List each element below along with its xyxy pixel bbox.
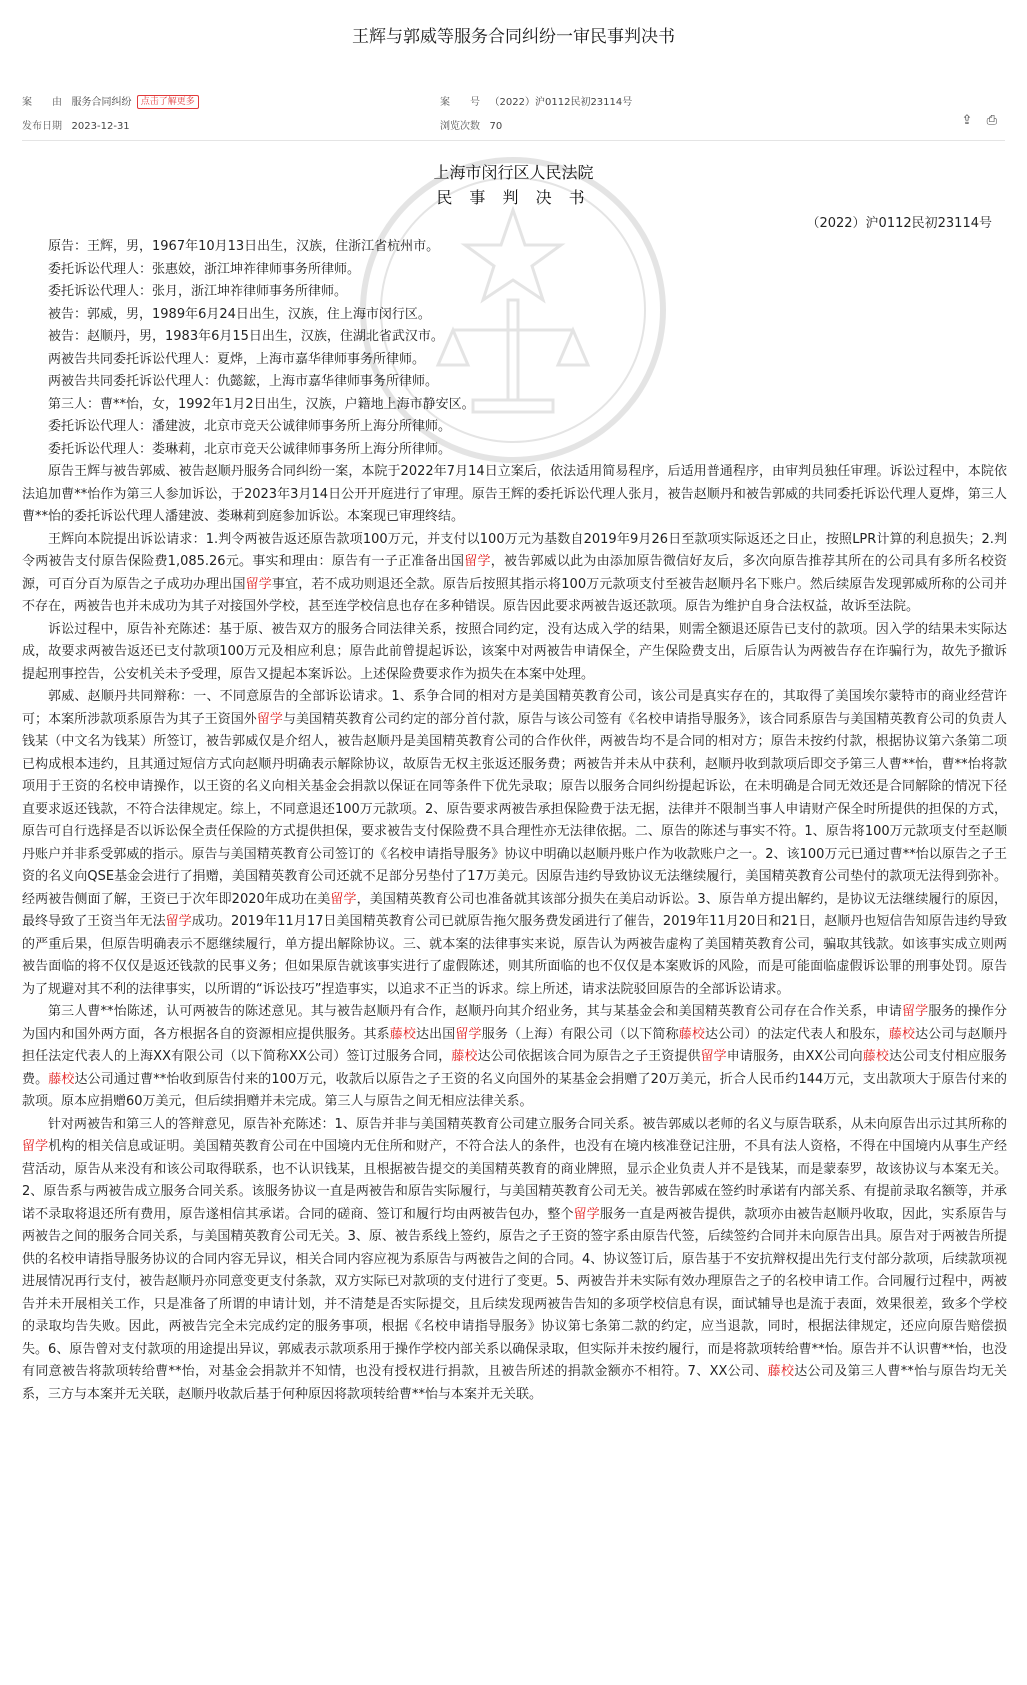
cause-value: 服务合同纠纷 bbox=[71, 97, 132, 108]
paragraph-text: 达出国 bbox=[416, 1026, 456, 1042]
paragraph-text: 服务的操作分为国内和国外两方面，各方根据各自的资源相应提供服务。其系 bbox=[22, 1004, 1007, 1042]
keyword-link[interactable]: 留学 bbox=[573, 1206, 600, 1222]
paragraph-text: 机构的相关信息或证明。美国精英教育公司在中国境内无住所和财产，不符合法人的条件，也没有在境内核准登记注册，不具有法人资格，不得在中国境内从事生产经营活动，原告从来没有和该公司取得联系，也不认识钱某，且根据被告提交的美国精英教育的商业牌照，显示企业负责人并不是钱某，而是蒙泰罗，故该协议与本案无关。2、原告系与两被告成立服务合同关系。该服务协议一直是两被告和原告实际履行，与美国精英教育公司无关。被告郭威在签约时承诺有内部关系、有提前录取名额等，并承诺不录取将退还所有费用，原告遂相信其承诺。合同的磋商、签订和履行均由两被告包办，整个 bbox=[22, 1139, 1007, 1222]
paragraph-text: 达公司与赵顺丹担任法定代表人的上海XX有限公司（以下简称XX公司）签订过服务合同， bbox=[22, 1026, 1007, 1064]
party-line: 委托诉讼代理人：潘建波，北京市竞天公诚律师事务所上海分所律师。 bbox=[48, 419, 452, 434]
paragraph-text: 原告王辉与被告郭威、被告赵顺丹服务合同纠纷一案，本院于2022年7月14日立案后，依法适用简易程序，后适用普通程序，由审判员独任审理。诉讼过程中，本院依法追加曹**怡作为第三人参加诉讼，于2023年3月14日公开开庭进行了审理。原告王辉的委托诉讼代理人张月，被告赵顺丹和被告郭威的共同委托诉讼代理人夏烨，第三人曹**怡的委托诉讼代理人潘建波、娄琳莉到庭参加诉讼。本案现已审理终结。 bbox=[22, 464, 1007, 524]
keyword-link[interactable]: 藤校 bbox=[862, 1049, 890, 1064]
keyword-link[interactable]: 留学 bbox=[464, 554, 491, 569]
body-paragraph bbox=[22, 1001, 1007, 1114]
court-name: 上海市闵行区人民法院 bbox=[433, 163, 594, 182]
paragraph-text: 诉讼过程中，原告补充陈述：基于原、被告双方的服务合同法律关系，按照合同约定，没有达成入学的结果，则需全额退还原告已支付的款项。因入学的结果未实际达成，故要求两被告返还已支付款项100万元及相应利息；原告此前曾提起诉讼，该案中对两被告申请保全，产生保险费支出，后原告认为两被告存在诈骗行为，故先予撤诉提起刑事控告，公安机关未予受理，原告又提起本案诉讼。上述保险费要求作为损失在本案中处理。 bbox=[22, 621, 1007, 682]
party-line: 委托诉讼代理人：娄琳莉，北京市竞天公诚律师事务所上海分所律师。 bbox=[48, 441, 452, 457]
case-no-value: （2022）沪0112民初23114号 bbox=[489, 97, 633, 108]
learn-more-button[interactable]: 点击了解更多 bbox=[137, 95, 199, 109]
body-paragraph bbox=[22, 619, 1007, 687]
keyword-link[interactable]: 留学 bbox=[245, 576, 272, 592]
keyword-link[interactable]: 留学 bbox=[165, 914, 192, 929]
body-paragraph bbox=[22, 461, 1007, 529]
keyword-link[interactable]: 留学 bbox=[256, 711, 283, 727]
paragraph-text: 申请服务，由XX公司向 bbox=[726, 1049, 863, 1064]
page-title: 王辉与郭威等服务合同纠纷一审民事判决书 bbox=[352, 27, 675, 47]
paragraph-text: 服务（上海）有限公司（以下简称 bbox=[481, 1026, 679, 1042]
body-paragraph bbox=[22, 1114, 1007, 1407]
keyword-link[interactable]: 藤校 bbox=[767, 1364, 795, 1379]
paragraph-text: 达公司依据该合同为原告之子王资提供 bbox=[477, 1049, 701, 1064]
paragraph-text: 达公司支付相应服务费。 bbox=[22, 1049, 1007, 1087]
paragraph-text: 王辉向本院提出诉讼请求：1.判令两被告返还原告款项100万元，并支付以100万元为基数自2019年9月26日至款项实际返还之日止，按照LPR计算的利息损失；2.判令两被告支付原告保险费1,085.26元。事实和理由：原告有一子正准备出国 bbox=[22, 531, 1007, 569]
print-icon[interactable]: ⎙ bbox=[986, 113, 997, 128]
paragraph-text: 服务一直是两被告提供，款项亦由被告赵顺丹收取，因此，实系原告与两被告之间的服务合同关系，与美国精英教育公司无关。3、原、被告系线上签约，原告之子王资的签字系由原告代签，后续签约合同并未向原告出具。原告对于两被告所提供的名校申请指导服务协议的合同内容无异议，相关合同内容应视为系原告与两被告之间的合同。4、协议签订后，原告基于不安抗辩权提出先行支付部分款项，后续款项视进展情况再行支付，被告赵顺丹亦同意变更支付条款，双方实际已对款项的支付进行了变更。5、两被告并未实际有效办理原告之子的名校申请工作。合同履行过程中，两被告并未开展相关工作，只是准备了所谓的申请计划，并不清楚是否实际提交，且后续发现两被告告知的多项学校信息有误，面试辅导也是流于表面，效果很差，致多个学校的录取均告失败。因此，两被告完全未完成约定的服务事项，根据《名校申请指导服务》协议第七条第二款的约定，应当退款，同时，根据法律规定，还应向原告赔偿损失。6、原告曾对支付款项的用途提出异议，郭威表示款项系用于操作学校内部关系以确保录取，但实际并未按约履行，而是将款项转给曹**怡。原告并不认识曹**怡，也没有同意被告将款项转给曹**怡，对基金会捐款并不知情，也没有授权进行捐款，且被告所述的捐款金额亦不相符。7、XX公司、 bbox=[22, 1206, 1007, 1379]
keyword-link[interactable]: 留学 bbox=[700, 1049, 727, 1064]
judgment-body bbox=[22, 236, 1007, 1406]
keyword-link[interactable]: 藤校 bbox=[389, 1026, 417, 1042]
keyword-link[interactable]: 留学 bbox=[455, 1026, 482, 1042]
tool-icons bbox=[952, 113, 997, 128]
keyword-link[interactable]: 留学 bbox=[902, 1004, 929, 1019]
paragraph-text: ，美国精英教育公司也准备就其该部分损失在美启动诉讼。3、原告单方提出解约，是协议无法继续履行的原因，最终导致了王资当年无法 bbox=[22, 891, 1007, 929]
paragraph-text: ，被告郭威以此为由添加原告微信好友后，多次向原告推荐其所在的公司具有多所名校资源，可百分百为原告之子成功办理出国 bbox=[22, 554, 1007, 592]
paragraph-text: 郭威、赵顺丹共同辩称：一、不同意原告的全部诉讼请求。1、系争合同的相对方是美国精英教育公司，该公司是真实存在的，其取得了美国埃尔蒙特市的商业经营许可；本案所涉款项系原告为其子王资国外 bbox=[22, 689, 1007, 727]
keyword-link[interactable]: 留学 bbox=[330, 891, 357, 907]
paragraph-text: 事宜，若不成功则退还全款。原告后按照其指示将100万元款项支付至被告赵顺丹名下账户。然后续原告发现郭威所称的公司并不存在，两被告也并未成功为其子对接国外学校，甚至连学校信息也存在多种错误。原告因此要求两被告返还款项。原告为维护自身合法权益，故诉至法院。 bbox=[22, 576, 1007, 614]
party-line: 被告：赵顺丹，男，1983年6月15日出生，汉族，住湖北省武汉市。 bbox=[48, 329, 444, 344]
paragraph-text: 第三人曹**怡陈述，认可两被告的陈述意见。其与被告赵顺丹有合作，赵顺丹向其介绍业务，其与某基金会和美国精英教育公司存在合作关系，申请 bbox=[48, 1004, 902, 1019]
header-divider bbox=[22, 140, 1005, 141]
party-line: 第三人：曹**怡，女，1992年1月2日出生，汉族，户籍地上海市静安区。 bbox=[48, 396, 475, 412]
paragraph-text: 达公司及第三人曹**怡与原告均无关系，三方与本案并无关联，赵顺丹收款后基于何种原因将款项转给曹**怡与本案并无关联。 bbox=[22, 1364, 1007, 1402]
party-line: 委托诉讼代理人：张惠姣，浙江坤祚律师事务所律师。 bbox=[48, 261, 361, 277]
party-line: 两被告共同委托诉讼代理人：仇懿鋐，上海市嘉华律师事务所律师。 bbox=[48, 374, 439, 389]
keyword-link[interactable]: 藤校 bbox=[678, 1026, 705, 1042]
publish-date-label: 发布日期 bbox=[22, 121, 62, 132]
paragraph-text: 成功。2019年11月17日美国精英教育公司已就原告拖欠服务费发函进行了催告，2019年11月20日和21日，赵顺丹也短信告知原告违约导致的严重后果，但原告明确表示不愿继续履行，单方提出解除协议。三、就本案的法律事实来说，原告认为两被告虚构了美国精英教育公司，骗取其钱款。如该事实成立则两被告面临的将不仅仅是返还钱款的民事义务；但如果原告就该事实进行了虚假陈述，则其所面临的也不仅仅是本案败诉的风险，而是可能面临虚假诉讼罪的刑事处罚。原告为了规避对其不利的法律事实，以所谓的“诉讼技巧”捏造事实，以追求不正当的诉求。综上所述，请求法院驳回原告的全部诉讼请求。 bbox=[22, 914, 1007, 997]
cause-label: 案 由 bbox=[22, 97, 62, 108]
paragraph-text: 与美国精英教育公司约定的部分首付款，原告与该公司签有《名校申请指导服务》，该合同系原告与美国精英教育公司的负责人钱某（中文名为钱某）所签订，被告郭威仅是介绍人，被告赵顺丹是美国精英教育公司的合作伙伴，两被告均不是合同的相对方；原告未按约付款，根据协议第六条第二项已构成根本违约，且其通过短信方式向赵顺丹明确表示解除协议，故原告无权主张返还服务费；两被告并未从中获利，赵顺丹收到款项后即交予第三人曹**怡，曹**怡将款项用于王资的名校申请操作，以王资的名义向相关基金会捐款以保证在同等条件下优先录取；原告以服务合同纠纷提起诉讼，在未明确是合同无效还是合同解除的情况下径直要求返还钱款，不符合法律规定。综上，不同意退还100万元款项。2、原告要求两被告承担保险费于法无据，法律并不限制当事人申请财产保全时所提供的担保的方式，原告可自行选择是否以诉讼保全责任保险的方式提供担保，要求被告支付保险费不具合理性亦无法律依据。二、原告的陈述与事实不符。1、原告将100万元款项支付至赵顺丹账户并非系受郭威的指示。原告与美国精英教育公司签订的《名校申请指导服务》协议中明确以赵顺丹账户作为收款账户之一。2、该100万元已通过曹**怡以原告之子王资的名义向QSE基金会进行了捐赠，美国精英教育公司还就不足部分另垫付了17万美元。因原告违约导致协议无法继续履行，美国精英教育公司垫付的款项无法得到弥补。经两被告侧面了解，王资已于次年即2020年成功在美 bbox=[22, 711, 1007, 907]
keyword-link[interactable]: 留学 bbox=[22, 1139, 49, 1154]
body-paragraph bbox=[22, 529, 1007, 619]
paragraph-text: 达公司通过曹**怡收到原告付来的100万元，收款后以原告之子王资的名义向国外的某基金会捐赠了20万美元，折合人民币约144万元，支出款项大于原告付来的款项。原本应捐赠60万美元，但后续捐赠并未完成。第三人与原告之间无相应法律关系。 bbox=[22, 1071, 1007, 1109]
party-line: 原告：王辉，男，1967年10月13日出生，汉族，住浙江省杭州市。 bbox=[48, 239, 440, 254]
views-label: 浏览次数 bbox=[440, 121, 480, 132]
keyword-link[interactable]: 藤校 bbox=[48, 1071, 75, 1087]
document-type: 民 事 判 决 书 bbox=[436, 188, 591, 207]
body-paragraph bbox=[22, 686, 1007, 1001]
party-line: 两被告共同委托诉讼代理人：夏烨，上海市嘉华律师事务所律师。 bbox=[48, 351, 426, 367]
keyword-link[interactable]: 藤校 bbox=[451, 1049, 478, 1064]
party-line: 被告：郭威，男，1989年6月24日出生，汉族，住上海市闵行区。 bbox=[48, 306, 431, 322]
views-value: 70 bbox=[489, 121, 503, 132]
publish-date-value: 2023-12-31 bbox=[71, 121, 130, 132]
case-no-label: 案 号 bbox=[440, 97, 480, 108]
keyword-link[interactable]: 藤校 bbox=[888, 1026, 916, 1042]
paragraph-text: 针对两被告和第三人的答辩意见，原告补充陈述：1、原告并非与美国精英教育公司建立服务合同关系。被告郭威以老师的名义与原告联系，从未向原告出示过其所称的 bbox=[48, 1116, 1007, 1132]
party-line: 委托诉讼代理人：张月，浙江坤祚律师事务所律师。 bbox=[48, 284, 348, 299]
paragraph-text: 达公司）的法定代表人和股东， bbox=[704, 1026, 889, 1042]
share-icon[interactable]: ⇪ bbox=[961, 113, 973, 128]
document-case-number: （2022）沪0112民初23114号 bbox=[806, 216, 992, 231]
